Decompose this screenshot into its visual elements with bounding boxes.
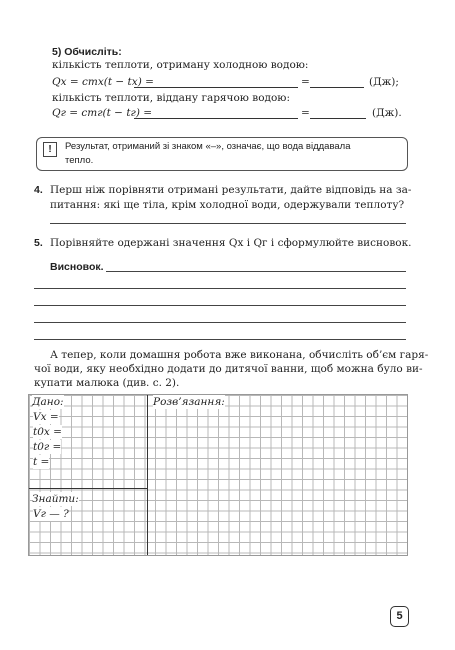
grid-divider-horizontal (29, 488, 147, 489)
note-line-1: Результат, отриманий зі знаком «–», означає, що вода віддавала (65, 141, 351, 152)
cold-formula: Qх = cmх(t − tх) = (52, 76, 154, 88)
cold-label: кількість теплоти, отриману холодною водою: (52, 59, 309, 71)
cold-answer-line[interactable] (134, 87, 298, 88)
cold-equals: = (301, 76, 310, 88)
given-volume-cold: Vх = (33, 411, 59, 423)
hot-answer-line[interactable] (134, 118, 298, 119)
given-label: Дано: (32, 396, 64, 408)
exclamation-icon: ! (43, 142, 57, 157)
conclusion-label: Висновок. (50, 261, 104, 273)
hot-unit: (Дж). (372, 107, 402, 119)
hot-result-line[interactable] (310, 118, 366, 119)
hot-equals: = (301, 107, 310, 119)
page-number: 5 (390, 606, 409, 627)
q4-answer-line[interactable] (50, 223, 406, 224)
conclusion-line-2[interactable] (34, 288, 406, 289)
hot-formula: Qг = cmг(t − tг) = (52, 107, 153, 119)
solution-label: Розв’язання: (153, 396, 225, 408)
conclusion-line-5[interactable] (34, 339, 406, 340)
solution-grid[interactable] (28, 394, 408, 556)
section-heading: 5) Обчисліть: (52, 46, 122, 58)
task-line-3: купати малюка (див. с. 2). (34, 377, 180, 389)
conclusion-line-3[interactable] (34, 305, 406, 306)
task-line-1: А тепер, коли домашня робота вже виконана, обчисліть об’єм гаря- (50, 349, 429, 361)
note-line-2: тепло. (65, 155, 94, 166)
q5-text: Порівняйте одержані значення Qх і Qг і сформулюйте висновок. (50, 237, 412, 249)
given-temp-cold: t0х = (33, 426, 62, 438)
cold-result-line[interactable] (310, 87, 364, 88)
find-volume-hot: Vг — ? (33, 508, 69, 520)
grid-divider-vertical (147, 395, 148, 555)
note-box (36, 137, 408, 171)
given-temp-hot: t0г = (33, 441, 62, 453)
cold-unit: (Дж); (369, 76, 399, 88)
q4-line-1: Перш ніж порівняти отримані результати, дайте відповідь на за- (50, 184, 412, 196)
conclusion-line-1[interactable] (106, 271, 406, 272)
q4-line-2: питання: які ще тіла, крім холодної води, одержували теплоту? (50, 199, 405, 211)
given-temp-final: t = (33, 456, 50, 468)
conclusion-line-4[interactable] (34, 322, 406, 323)
q5-number: 5. (34, 237, 43, 249)
find-label: Знайти: (32, 493, 79, 505)
task-line-2: чої води, яку необхідно додати до дитячої ванни, щоб можна було ви- (34, 363, 423, 375)
hot-label: кількість теплоти, віддану гарячою водою: (52, 92, 290, 104)
q4-number: 4. (34, 184, 43, 196)
